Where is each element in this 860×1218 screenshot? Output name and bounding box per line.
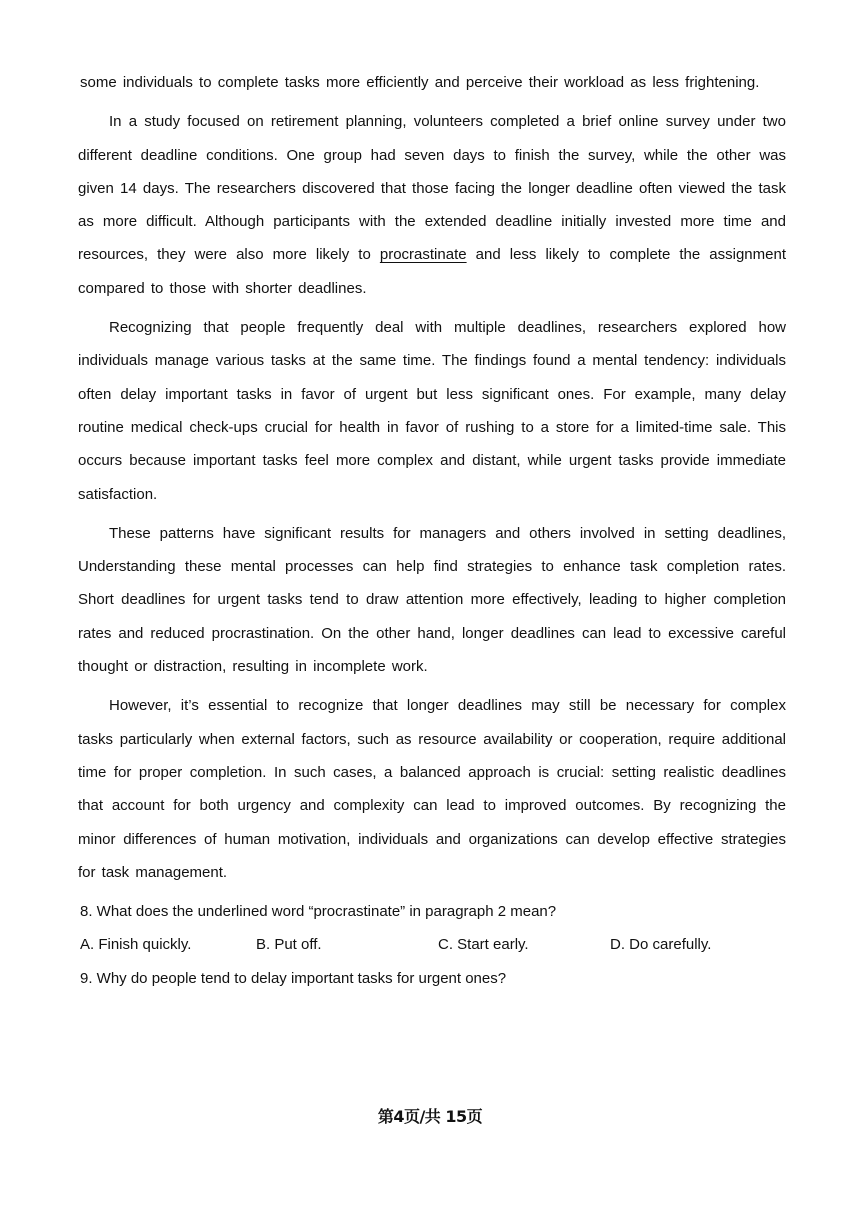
paragraph-4: These patterns have significant results for managers and others involved in setting deadlines, Understanding these mental processes can help find strategies to enhance task completion rates. Short deadlines for urgent tasks tend to draw attention more effectively, leading to higher completion rates and reduced procrastination. On the other hand, longer deadlines can lead to excessive careful thought or distraction, resulting in incomplete work. [78,524,786,676]
paragraph-5: However, it’s essential to recognize that longer deadlines may still be necessary for complex tasks particularly when external factors, such as resource availability or cooperation, require additional time for proper completion. In such cases, a balanced approach is crucial: setting realistic deadlines that account for both urgency and complexity can lead to improved outcomes. By recognizing the minor differences of human motivation, individuals and organizations can develop effective strategies for task management. [78,697,786,881]
question-9: 9. Why do people tend to delay important tasks for urgent ones? [80,969,507,987]
paragraph-2-text-after: and less likely to complete the assignment compared to those with shorter deadlines. [78,246,786,297]
paragraph-2 [78,105,786,305]
page-number-footer: 第4页/共 15页 [377,1107,483,1126]
option-c: C. Start early. [438,936,529,954]
paragraph-2-text-before: In a study focused on retirement planning, volunteers completed a brief online survey under two different deadline conditions. One group had seven days to finish the survey, while the other was given 14 days. The researchers discovered that those facing the longer deadline often viewed the task as more difficult. Although participants with the extended deadline initially invested more time and resources, they were also more likely to [78,113,786,264]
question-8: 8. What does the underlined word “procrastinate” in paragraph 2 mean? [80,903,557,921]
paragraph-3: Recognizing that people frequently deal with multiple deadlines, researchers explored how individuals manage various tasks at the same time. The findings found a mental tendency: individuals often delay important tasks in favor of urgent but less significant ones. For example, many delay routine medical check-ups crucial for health in favor of rushing to a store for a limited-time sale. This occurs because important tasks feel more complex and distant, while urgent tasks provide immediate satisfaction. [78,319,786,503]
option-b: B. Put off. [256,936,322,954]
underlined-word-procrastinate: procrastinate [379,246,467,264]
document-page [78,66,786,995]
option-a: A. Finish quickly. [80,936,192,954]
question-8-options [78,928,786,961]
option-d: D. Do carefully. [610,936,712,954]
paragraph-1-continued: some individuals to complete tasks more efficiently and perceive their workload as less frightening. [80,74,760,91]
